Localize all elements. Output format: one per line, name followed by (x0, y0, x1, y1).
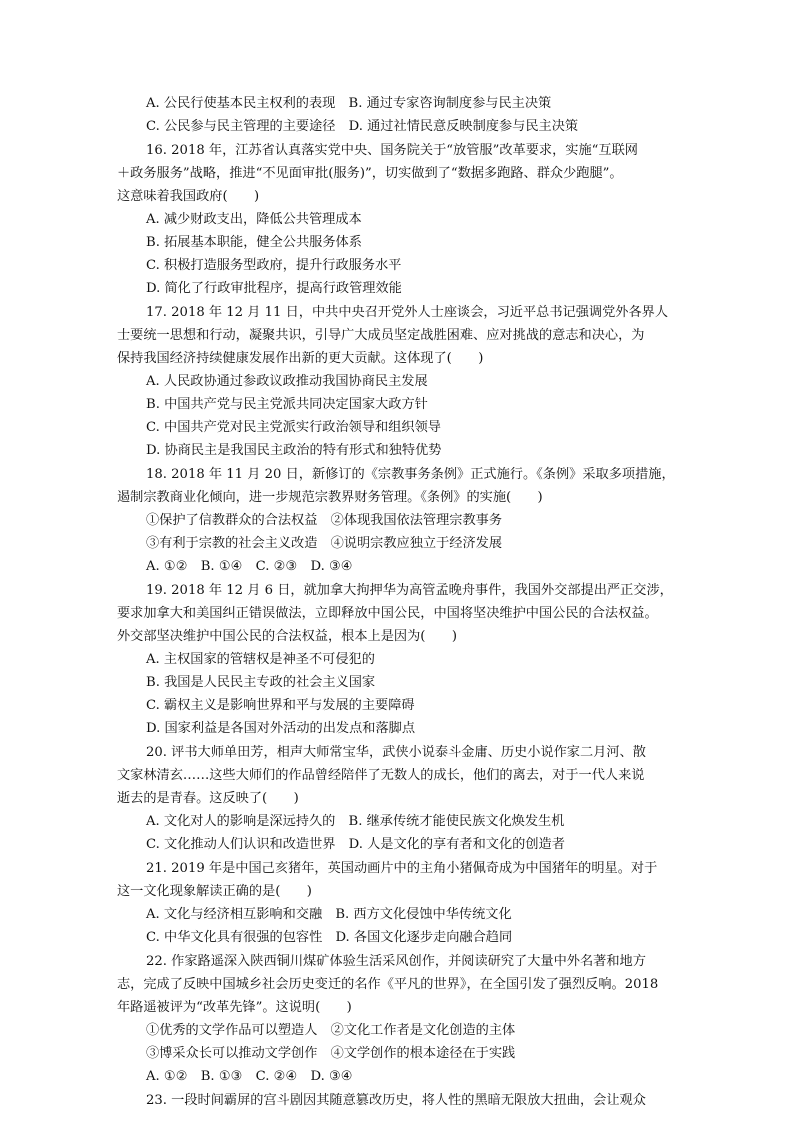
q16-stem-line3: 这意味着我国政府( ) (117, 189, 260, 204)
q21-stem-line2: 这一文化现象解读正确的是( ) (117, 884, 312, 899)
q15-options-cd: C. 公民参与民主管理的主要途径 D. 通过社情民意反映制度参与民主决策 (146, 119, 579, 134)
q20-stem-line3: 逝去的是青春。这反映了( ) (117, 791, 299, 806)
q16-option-a: A. 减少财政支出，降低公共管理成本 (146, 212, 362, 227)
q16-stem-line2: ＋政务服务”战略，推进“不见面审批(服务)”，切实做到了“数据多跑路、群众少跑腿”。 (117, 166, 623, 181)
q21-options-cd: C. 中华文化具有很强的包容性 D. 各国文化逐步走向融合趋同 (146, 930, 513, 945)
q22-stem-line3: 年路遥被评为“改革先锋”。这说明( ) (117, 1000, 352, 1015)
q17-stem-line2: 士要统一思想和行动，凝聚共识，引导广大成员坚定战胜困难、应对挑战的意志和决心，为 (117, 328, 645, 343)
q17-stem-line1: 17. 2018 年 12 月 11 日，中共中央召开党外人士座谈会，习近平总书记强调党外各界人 (146, 305, 669, 320)
q16-option-b: B. 拓展基本职能，健全公共服务体系 (146, 235, 362, 250)
q21-options-ab: A. 文化与经济相互影响和交融 B. 西方文化侵蚀中华传统文化 (146, 907, 512, 922)
q19-option-a: A. 主权国家的管辖权是神圣不可侵犯的 (146, 652, 375, 667)
q18-options: A. ①② B. ①④ C. ②③ D. ③④ (146, 559, 353, 574)
q22-statements-12: ①优秀的文学作品可以塑造人 ②文化工作者是文化创造的主体 (146, 1023, 516, 1038)
q17-option-c: C. 中国共产党对民主党派实行政治领导和组织领导 (146, 420, 441, 435)
q15-options-ab: A. 公民行使基本民主权利的表现 B. 通过专家咨询制度参与民主决策 (146, 96, 552, 111)
q19-stem-line3: 外交部坚决维护中国公民的合法权益，根本上是因为( ) (117, 629, 457, 644)
q17-stem-line3: 保持我国经济持续健康发展作出新的更大贡献。这体现了( ) (117, 351, 484, 366)
q17-option-b: B. 中国共产党与民主党派共同决定国家大政方针 (146, 397, 428, 412)
q20-options-cd: C. 文化推动人们认识和改造世界 D. 人是文化的享有者和文化的创造者 (146, 837, 565, 852)
q22-options: A. ①② B. ①③ C. ②④ D. ③④ (146, 1069, 353, 1084)
q16-stem-line1: 16. 2018 年，江苏省认真落实党中央、国务院关于“放管服”改革要求，实施“互联网 (146, 143, 638, 158)
q19-option-d: D. 国家利益是各国对外活动的出发点和落脚点 (146, 721, 416, 736)
q18-statements-34: ③有利于宗教的社会主义改造 ④说明宗教应独立于经济发展 (146, 536, 503, 551)
q20-options-ab: A. 文化对人的影响是深远持久的 B. 继承传统才能使民族文化焕发生机 (146, 814, 565, 829)
q22-stem-line1: 22. 作家路遥深入陕西铜川煤矿体验生活采风创作，并阅读研究了大量中外名著和地方 (146, 954, 646, 969)
q18-statements-12: ①保护了信教群众的合法权益 ②体现我国依法管理宗教事务 (146, 513, 503, 528)
q22-statements-34: ③博采众长可以推动文学创作 ④文学创作的根本途径在于实践 (146, 1046, 516, 1061)
q20-stem-line1: 20. 评书大师单田芳，相声大师常宝华，武侠小说泰斗金庸、历史小说作家二月河、散 (146, 745, 646, 760)
q19-stem-line2: 要求加拿大和美国纠正错误做法，立即释放中国公民，中国将坚决维护中国公民的合法权益。 (117, 606, 658, 621)
q17-option-a: A. 人民政协通过参政议政推动我国协商民主发展 (146, 374, 428, 389)
q21-stem-line1: 21. 2019 年是中国己亥猪年，英国动画片中的主角小猪佩奇成为中国猪年的明星。对于 (146, 861, 658, 876)
q16-option-c: C. 积极打造服务型政府，提升行政服务水平 (146, 258, 402, 273)
q18-stem-line2: 遏制宗教商业化倾向，进一步规范宗教界财务管理。《条例》的实施( ) (117, 490, 543, 505)
q17-option-d: D. 协商民主是我国民主政治的特有形式和独特优势 (146, 443, 442, 458)
q19-stem-line1: 19. 2018 年 12 月 6 日，就加拿大拘押华为高管孟晚舟事件，我国外交部提出严正交涉， (146, 583, 673, 598)
q19-option-c: C. 霸权主义是影响世界和平与发展的主要障碍 (146, 698, 415, 713)
q22-stem-line2: 志，完成了反映中国城乡社会历史变迁的名作《平凡的世界》，在全国引发了强烈反响。2018 (117, 977, 659, 992)
q19-option-b: B. 我国是人民民主专政的社会主义国家 (146, 675, 376, 690)
q16-option-d: D. 简化了行政审批程序，提高行政管理效能 (146, 281, 402, 296)
q23-stem-line1: 23. 一段时间霸屏的宫斗剧因其随意篡改历史，将人性的黑暗无限放大扭曲，会让观众 (146, 1093, 646, 1108)
q18-stem-line1: 18. 2018 年 11 月 20 日，新修订的《宗教事务条例》正式施行。《条例》采取多项措施， (146, 467, 675, 482)
q20-stem-line2: 文家林清玄……这些大师们的作品曾经陪伴了无数人的成长，他们的离去，对于一代人来说 (117, 768, 645, 783)
